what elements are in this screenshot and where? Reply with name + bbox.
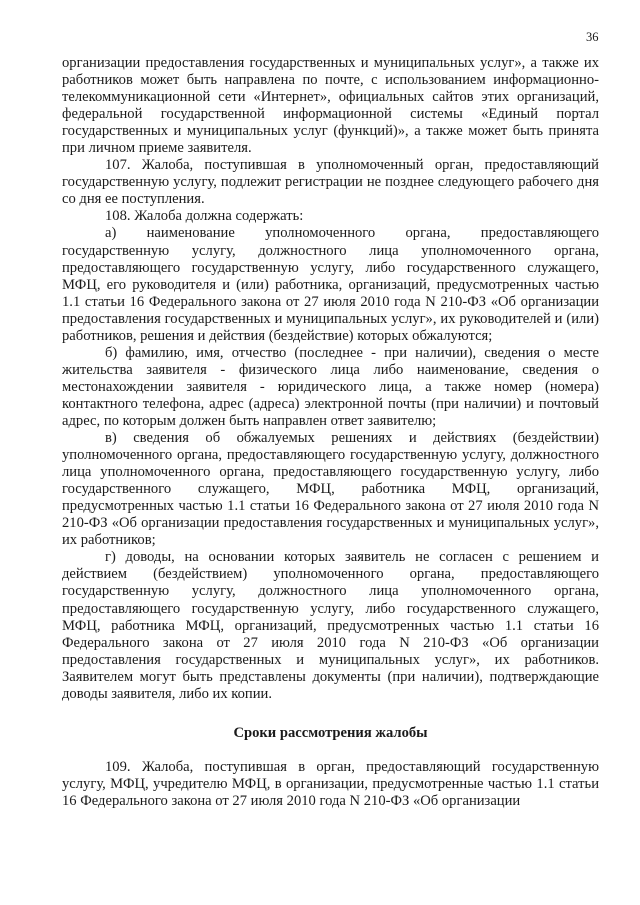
list-item-g: г) доводы, на основании которых заявитель не согласен с решением и действием (бездействием) уполномоченного органа, предоставляющего государственную услугу, должностного лица уполномоченного органа, предоставляющего государственную услугу, либо государственного служащего, МФЦ, работника МФЦ, организаций, предусмотренных частью 1.1 статьи 16 Федерального закона от 27 июля 2010 года N 210-ФЗ «Об организации предоставления государственных и муниципальных услуг», их работников. Заявителем могут быть представлены документы (при наличии), подтверждающие доводы заявителя, либо их копии. xyxy=(62,549,599,702)
paragraph-109: 109. Жалоба, поступившая в орган, предоставляющий государственную услугу, МФЦ, учредителю МФЦ, в организации, предусмотренные частью 1.1 статьи 16 Федерального закона от 27 июля 2010 года N 210-ФЗ «Об организации xyxy=(62,758,599,809)
document-body xyxy=(62,55,599,810)
page-number: 36 xyxy=(586,30,599,44)
list-item-a: а) наименование уполномоченного органа, предоставляющего государственную услугу, должностного лица уполномоченного органа, предоставляющего государственную услугу, либо государственного служащего, МФЦ, его руководителя и (или) работника, организаций, предусмотренных частью 1.1 статьи 16 Федерального закона от 27 июля 2010 года N 210-ФЗ «Об организации предоставления государственных и муниципальных услуг», их руководителей и (или) работников, решения и действия (бездействие) которых обжалуются; xyxy=(62,225,599,344)
paragraph-108: 108. Жалоба должна содержать: xyxy=(105,208,304,225)
list-item-v: в) сведения об обжалуемых решениях и действиях (бездействии) уполномоченного органа, предоставляющего государственную услугу, должностного лица уполномоченного органа, предоставляющего государственную услугу, либо государственного служащего, МФЦ, работника МФЦ, организаций, предусмотренных частью 1.1 статьи 16 Федерального закона от 27 июля 2010 года N 210-ФЗ «Об организации предоставления государственных и муниципальных услуг», их работников; xyxy=(62,430,599,549)
paragraph-107: 107. Жалоба, поступившая в уполномоченный орган, предоставляющий государственную услугу, подлежит регистрации не позднее следующего рабочего дня со дня ее поступления. xyxy=(62,157,599,208)
section-heading: Сроки рассмотрения жалобы xyxy=(233,724,428,741)
paragraph-continuation: организации предоставления государственных и муниципальных услуг», а также их работников может быть направлена по почте, с использованием информационно-телекоммуникационной сети «Интернет», официальных сайтов этих организаций, федеральной государственной информационной системы «Единый портал государственных и муниципальных услуг (функций)», а также может быть принята при личном приеме заявителя. xyxy=(62,55,599,157)
list-item-b: б) фамилию, имя, отчество (последнее - при наличии), сведения о месте жительства заявителя - физического лица либо наименование, сведения о местонахождении заявителя - юридического лица, а также номер (номера) контактного телефона, адрес (адреса) электронной почты (при наличии) и почтовый адрес, по которым должен быть направлен ответ заявителю; xyxy=(62,344,599,429)
